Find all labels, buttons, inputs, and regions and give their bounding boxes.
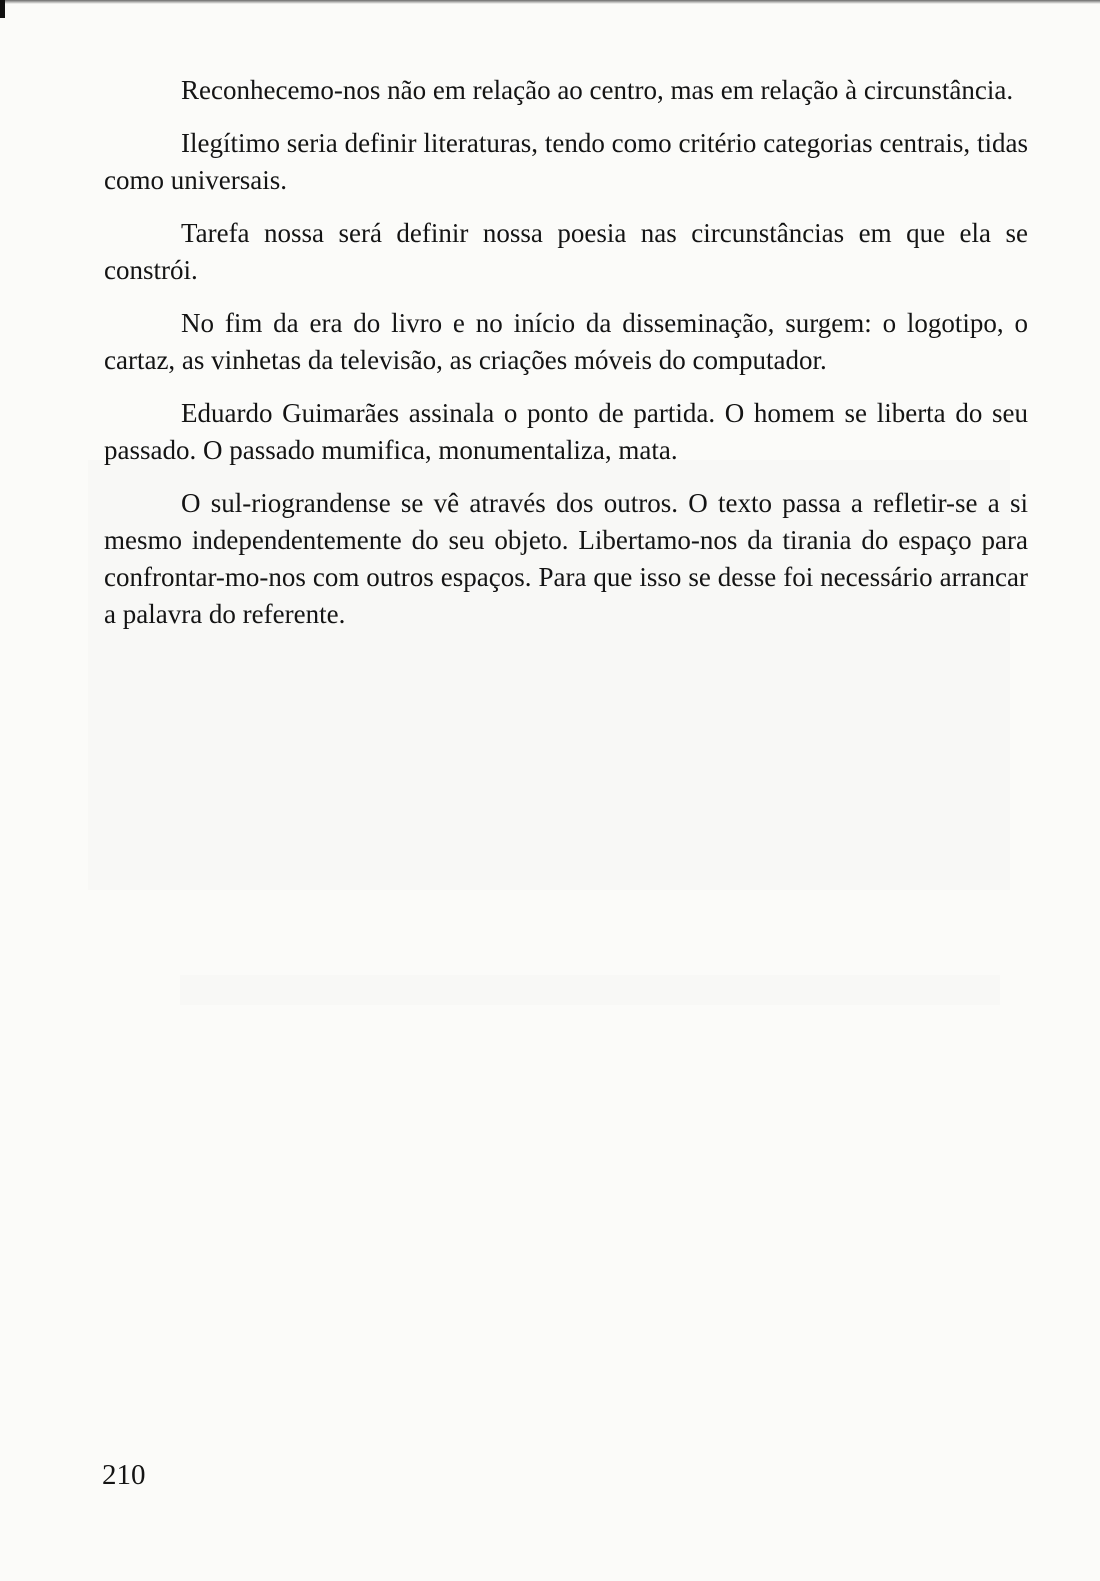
page-number: 210 — [102, 1459, 146, 1491]
paragraph-2: Ilegítimo seria definir literaturas, tendo como critério categorias centrais, tidas como universais. — [104, 128, 1028, 195]
scan-top-edge — [0, 0, 1100, 4]
paragraph-4: No fim da era do livro e no início da disseminação, surgem: o logotipo, o cartaz, as vinhetas da televisão, as criações móveis do computador. — [104, 308, 1028, 375]
scan-edge-mark — [0, 0, 5, 18]
paragraph-1: Reconhecemo-nos não em relação ao centro, mas em relação à circunstância. — [181, 75, 1014, 105]
paragraph-3: Tarefa nossa será definir nossa poesia nas circunstâncias em que ela se constrói. — [104, 218, 1028, 285]
paragraph-5: Eduardo Guimarães assinala o ponto de partida. O homem se liberta do seu passado. O passado mumifica, monumentaliza, mata. — [104, 398, 1028, 465]
bleed-through-heading — [180, 975, 1000, 1005]
body-text — [104, 72, 1028, 649]
paragraph-6: O sul-riograndense se vê através dos outros. O texto passa a refletir-se a si mesmo independentemente do seu objeto. Libertamo-nos da tirania do espaço para confrontar-mo-nos com outros espaços. Para que isso se desse foi necessário arrancar a palavra do referente. — [104, 488, 1028, 629]
